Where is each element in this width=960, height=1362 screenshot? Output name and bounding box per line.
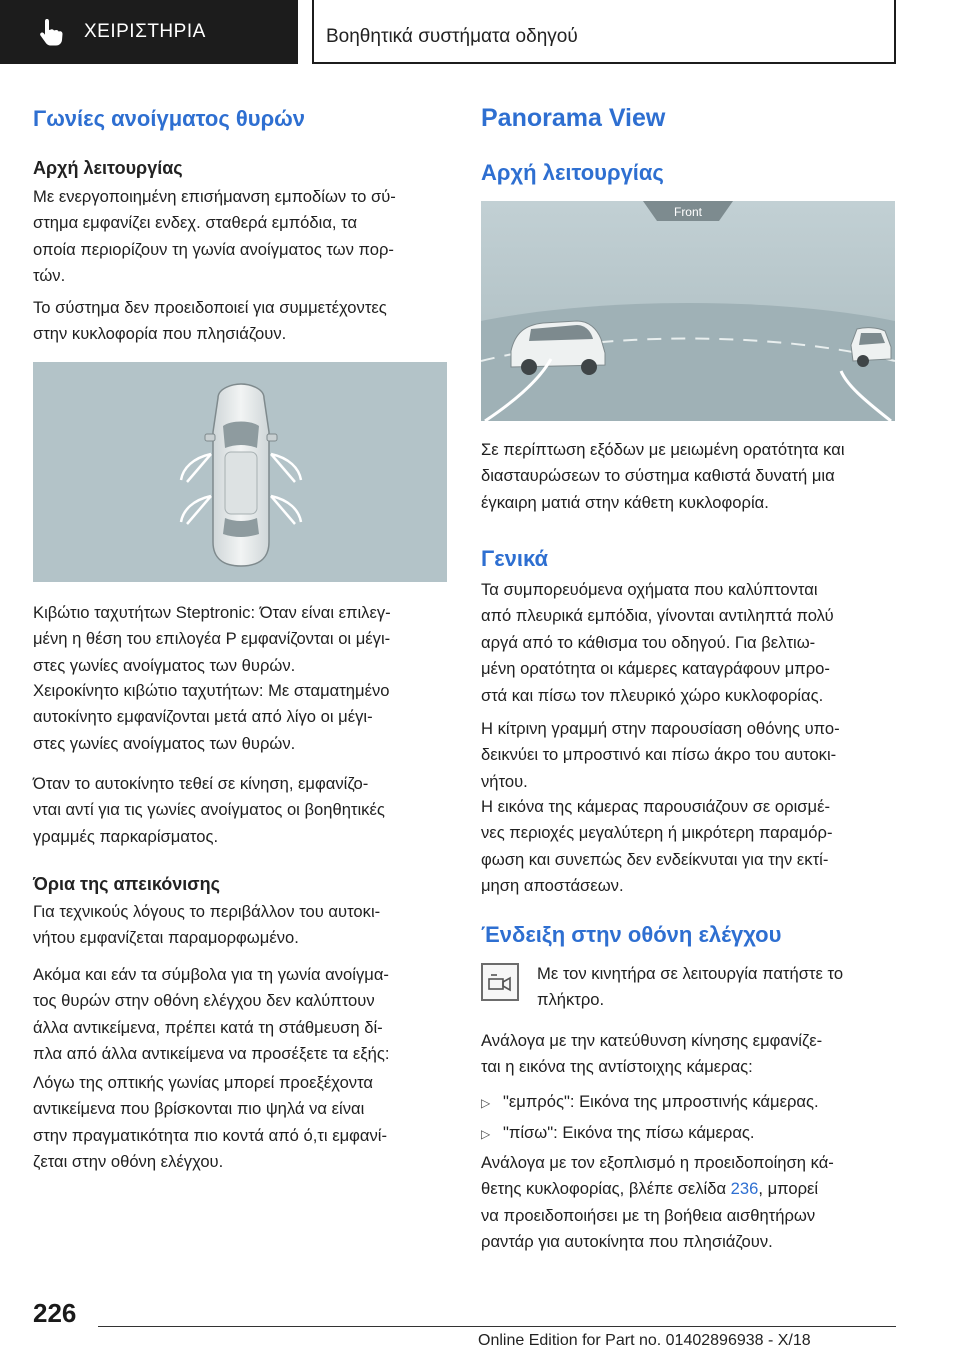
- text-line: νήτου.: [481, 771, 528, 791]
- page-number: 226: [33, 1298, 77, 1328]
- text-line: από πλευρικά εμπόδια, γίνονται αντιληπτά πολύ: [481, 606, 834, 626]
- text-line: πλήκτρο.: [537, 990, 605, 1010]
- text-line: στες γωνίες ανοίγματος των θυρών.: [33, 655, 296, 675]
- chapter-title: Βοηθητικά συστήματα οδηγού: [326, 26, 578, 47]
- text-line: ζεται στην οθόνη ελέγχου.: [33, 1152, 224, 1172]
- text-fragment: , μπορεί: [758, 1179, 819, 1199]
- text-line: στά και πίσω τον πλευρικό χώρο κυκλοφορίας.: [481, 685, 824, 705]
- bullet-rear-camera: [481, 1120, 755, 1147]
- text-line: αυτοκίνητο εμφανίζονται μετά από λίγο οι μέγι‐: [33, 707, 373, 727]
- text-line: Λόγω της οπτικής γωνίας μπορεί προεξέχοντα: [33, 1073, 374, 1092]
- text-line: Ανάλογα με τον εξοπλισμό η προειδοποίηση κά‐: [481, 1153, 834, 1172]
- paragraph-no-warning: [33, 295, 449, 348]
- text-line: νήτου εμφανίζεται παραμορφωμένο.: [33, 928, 299, 948]
- paragraph-in-motion: [33, 771, 449, 850]
- section-tab: [0, 0, 298, 64]
- text-line: Η κίτρινη γραμμή στην παρουσίαση οθόνης υπο‐: [481, 719, 840, 738]
- text-line: Το σύστημα δεν προειδοποιεί για συμμετέχοντες: [33, 298, 387, 317]
- heading-door-opening-angles: Γωνίες ανοίγματος θυρών: [33, 106, 306, 131]
- header-rule-right: [894, 0, 896, 64]
- text-line: Σε περίπτωση εξόδων με μειωμένη ορατότητα και: [481, 440, 845, 459]
- text-line: μένη η θέση του επιλογέα P εμφανίζονται οι μέγι‐: [33, 629, 391, 649]
- text-line: Τα συμπορευόμενα οχήματα που καλύπτονται: [481, 580, 818, 599]
- subheading-principle-right: Αρχή λειτουργίας: [481, 160, 664, 185]
- bullet-front-camera: [481, 1089, 819, 1116]
- figure-front-label: Front: [673, 205, 703, 219]
- text-line: στην πραγματικότητα πιο κοντά από ό,τι εμφανί‐: [33, 1125, 388, 1145]
- panorama-button-glyph: [483, 965, 517, 999]
- text-line: νες περιοχές μεγαλύτερη ή μικρότερη παραμόρ‐: [481, 823, 833, 843]
- text-line: στες γωνίες ανοίγματος των θυρών.: [33, 733, 296, 753]
- text-line: φωση και συνεπώς δεν ενδείκνυται για την εκτί‐: [481, 849, 829, 869]
- camera-button-icon: [481, 963, 519, 1001]
- text-line: Για τεχνικούς λόγους το περιβάλλον του αυτοκι‐: [33, 902, 381, 921]
- text-line: Με ενεργοποιημένη επισήμανση εμποδίων το σύ‐: [33, 187, 396, 206]
- text-line: να προειδοποιήσει με τη βοήθεια αισθητήρων: [481, 1205, 816, 1225]
- heading-control-display: Ένδειξη στην οθόνη ελέγχου: [481, 922, 782, 947]
- text-line: δεικνύει το μπροστινό και πίσω άκρο του αυτοκι‐: [481, 745, 837, 765]
- paragraph-steptronic: [33, 600, 449, 679]
- panorama-camera-illustration: [481, 201, 895, 421]
- hand-pointer-icon: [38, 17, 64, 47]
- text-line: αντικείμενα που βρίσκονται πιο ψηλά να είναι: [33, 1099, 365, 1119]
- text-line: διασταυρώσεων το σύστημα καθιστά δυνατή μια: [481, 466, 835, 486]
- heading-panorama-view: Panorama View: [481, 104, 666, 132]
- paragraph-camera-distortion: [481, 794, 897, 900]
- paragraph-panorama-intro: [481, 437, 897, 516]
- paragraph-press-button: [537, 961, 897, 1014]
- bullet-text: "εμπρός": Εικόνα της μπροστινής κάμερας.: [503, 1092, 819, 1111]
- subheading-principle: Αρχή λειτουργίας: [33, 158, 183, 178]
- text-line: Ακόμα και εάν τα σύμβολα για τη γωνία ανοίγμα‐: [33, 965, 389, 984]
- paragraph-general: [481, 577, 897, 709]
- paragraph-distortion: [33, 899, 449, 952]
- page-link-236[interactable]: 236: [730, 1179, 759, 1199]
- text-line: πλα από άλλα αντικείμενα να προσέξετε τα εξής:: [33, 1044, 390, 1064]
- panorama-camera-figure: [481, 201, 895, 421]
- paragraph-direction: [481, 1028, 897, 1081]
- text-line: νται αντί για τις γωνίες ανοίγματος οι βοηθητικές: [33, 800, 385, 820]
- text-line: μηση αποστάσεων.: [481, 876, 624, 896]
- text-line: οποία περιορίζουν τη γωνία ανοίγματος των πορ‐: [33, 239, 394, 259]
- bullet-text: "πίσω": Εικόνα της πίσω κάμερας.: [503, 1123, 755, 1142]
- text-line: μένη ορατότητα οι κάμερες καταγράφουν μπρο‐: [481, 659, 830, 679]
- text-line: τος θυρών στην οθόνη ελέγχου δεν καλύπτουν: [33, 991, 375, 1011]
- footer-rule: [98, 1326, 896, 1327]
- text-line: τών.: [33, 266, 66, 286]
- subheading-display-limits: Όρια της απεικόνισης: [33, 874, 220, 894]
- text-line: Όταν το αυτοκίνητο τεθεί σε κίνηση, εμφανίζο‐: [33, 774, 369, 793]
- paragraph-yellow-line: [481, 716, 897, 795]
- paragraph-manual-gearbox: [33, 678, 449, 757]
- text-line: Χειροκίνητο κιβώτιο ταχυτήτων: Με σταματημένο: [33, 681, 390, 700]
- text-line: στημα εμφανίζει ενδεχ. σταθερά εμπόδια, τα: [33, 213, 358, 233]
- heading-general: Γενικά: [481, 546, 549, 571]
- text-line: Η εικόνα της κάμερας παρουσιάζουν σε ορισμέ‐: [481, 797, 830, 816]
- paragraph-cross-traffic: [481, 1150, 897, 1256]
- page-header: [0, 0, 960, 66]
- text-line: Ανάλογα με την κατεύθυνση κίνησης εμφανίζε‐: [481, 1031, 823, 1050]
- text-line: αργά από το κάθισμα του οδηγού. Για βελτιω‐: [481, 632, 816, 652]
- text-line: ται η εικόνα της αντίστοιχης κάμερας:: [481, 1057, 753, 1077]
- text-line: [481, 1176, 897, 1202]
- text-line: άλλα αντικείμενα, πρέπει κατά τη στάθμευση δί‐: [33, 1017, 383, 1037]
- text-line: ραντάρ για αυτοκίνητα που πλησιάζουν.: [481, 1232, 773, 1252]
- triangle-bullet-icon: ▷: [481, 1127, 491, 1141]
- text-line: έγκαιρη ματιά στην κάθετη κυκλοφορία.: [481, 492, 769, 512]
- door-angle-figure: [33, 362, 447, 582]
- text-line: γραμμές παρκαρίσματος.: [33, 826, 219, 846]
- paragraph-intro: [33, 184, 449, 290]
- triangle-bullet-icon: ▷: [481, 1096, 491, 1110]
- footer-edition: Online Edition for Part no. 01402896938 - X/18: [478, 1332, 811, 1349]
- header-separator: [312, 0, 314, 64]
- header-rule: [312, 62, 896, 64]
- car-top-view-illustration: [33, 362, 447, 582]
- paragraph-symbols: [33, 962, 449, 1068]
- section-tab-label: ΧΕΙΡΙΣΤΗΡΙΑ: [84, 21, 206, 42]
- text-line: Κιβώτιο ταχυτήτων Steptronic: Όταν είναι επιλεγ‐: [33, 603, 391, 622]
- paragraph-viewing-angle: [33, 1070, 449, 1176]
- text-fragment: θετης κυκλοφορίας, βλέπε σελίδα: [481, 1179, 731, 1199]
- text-line: στην κυκλοφορία που πλησιάζουν.: [33, 324, 287, 344]
- text-line: Με τον κινητήρα σε λειτουργία πατήστε το: [537, 964, 844, 983]
